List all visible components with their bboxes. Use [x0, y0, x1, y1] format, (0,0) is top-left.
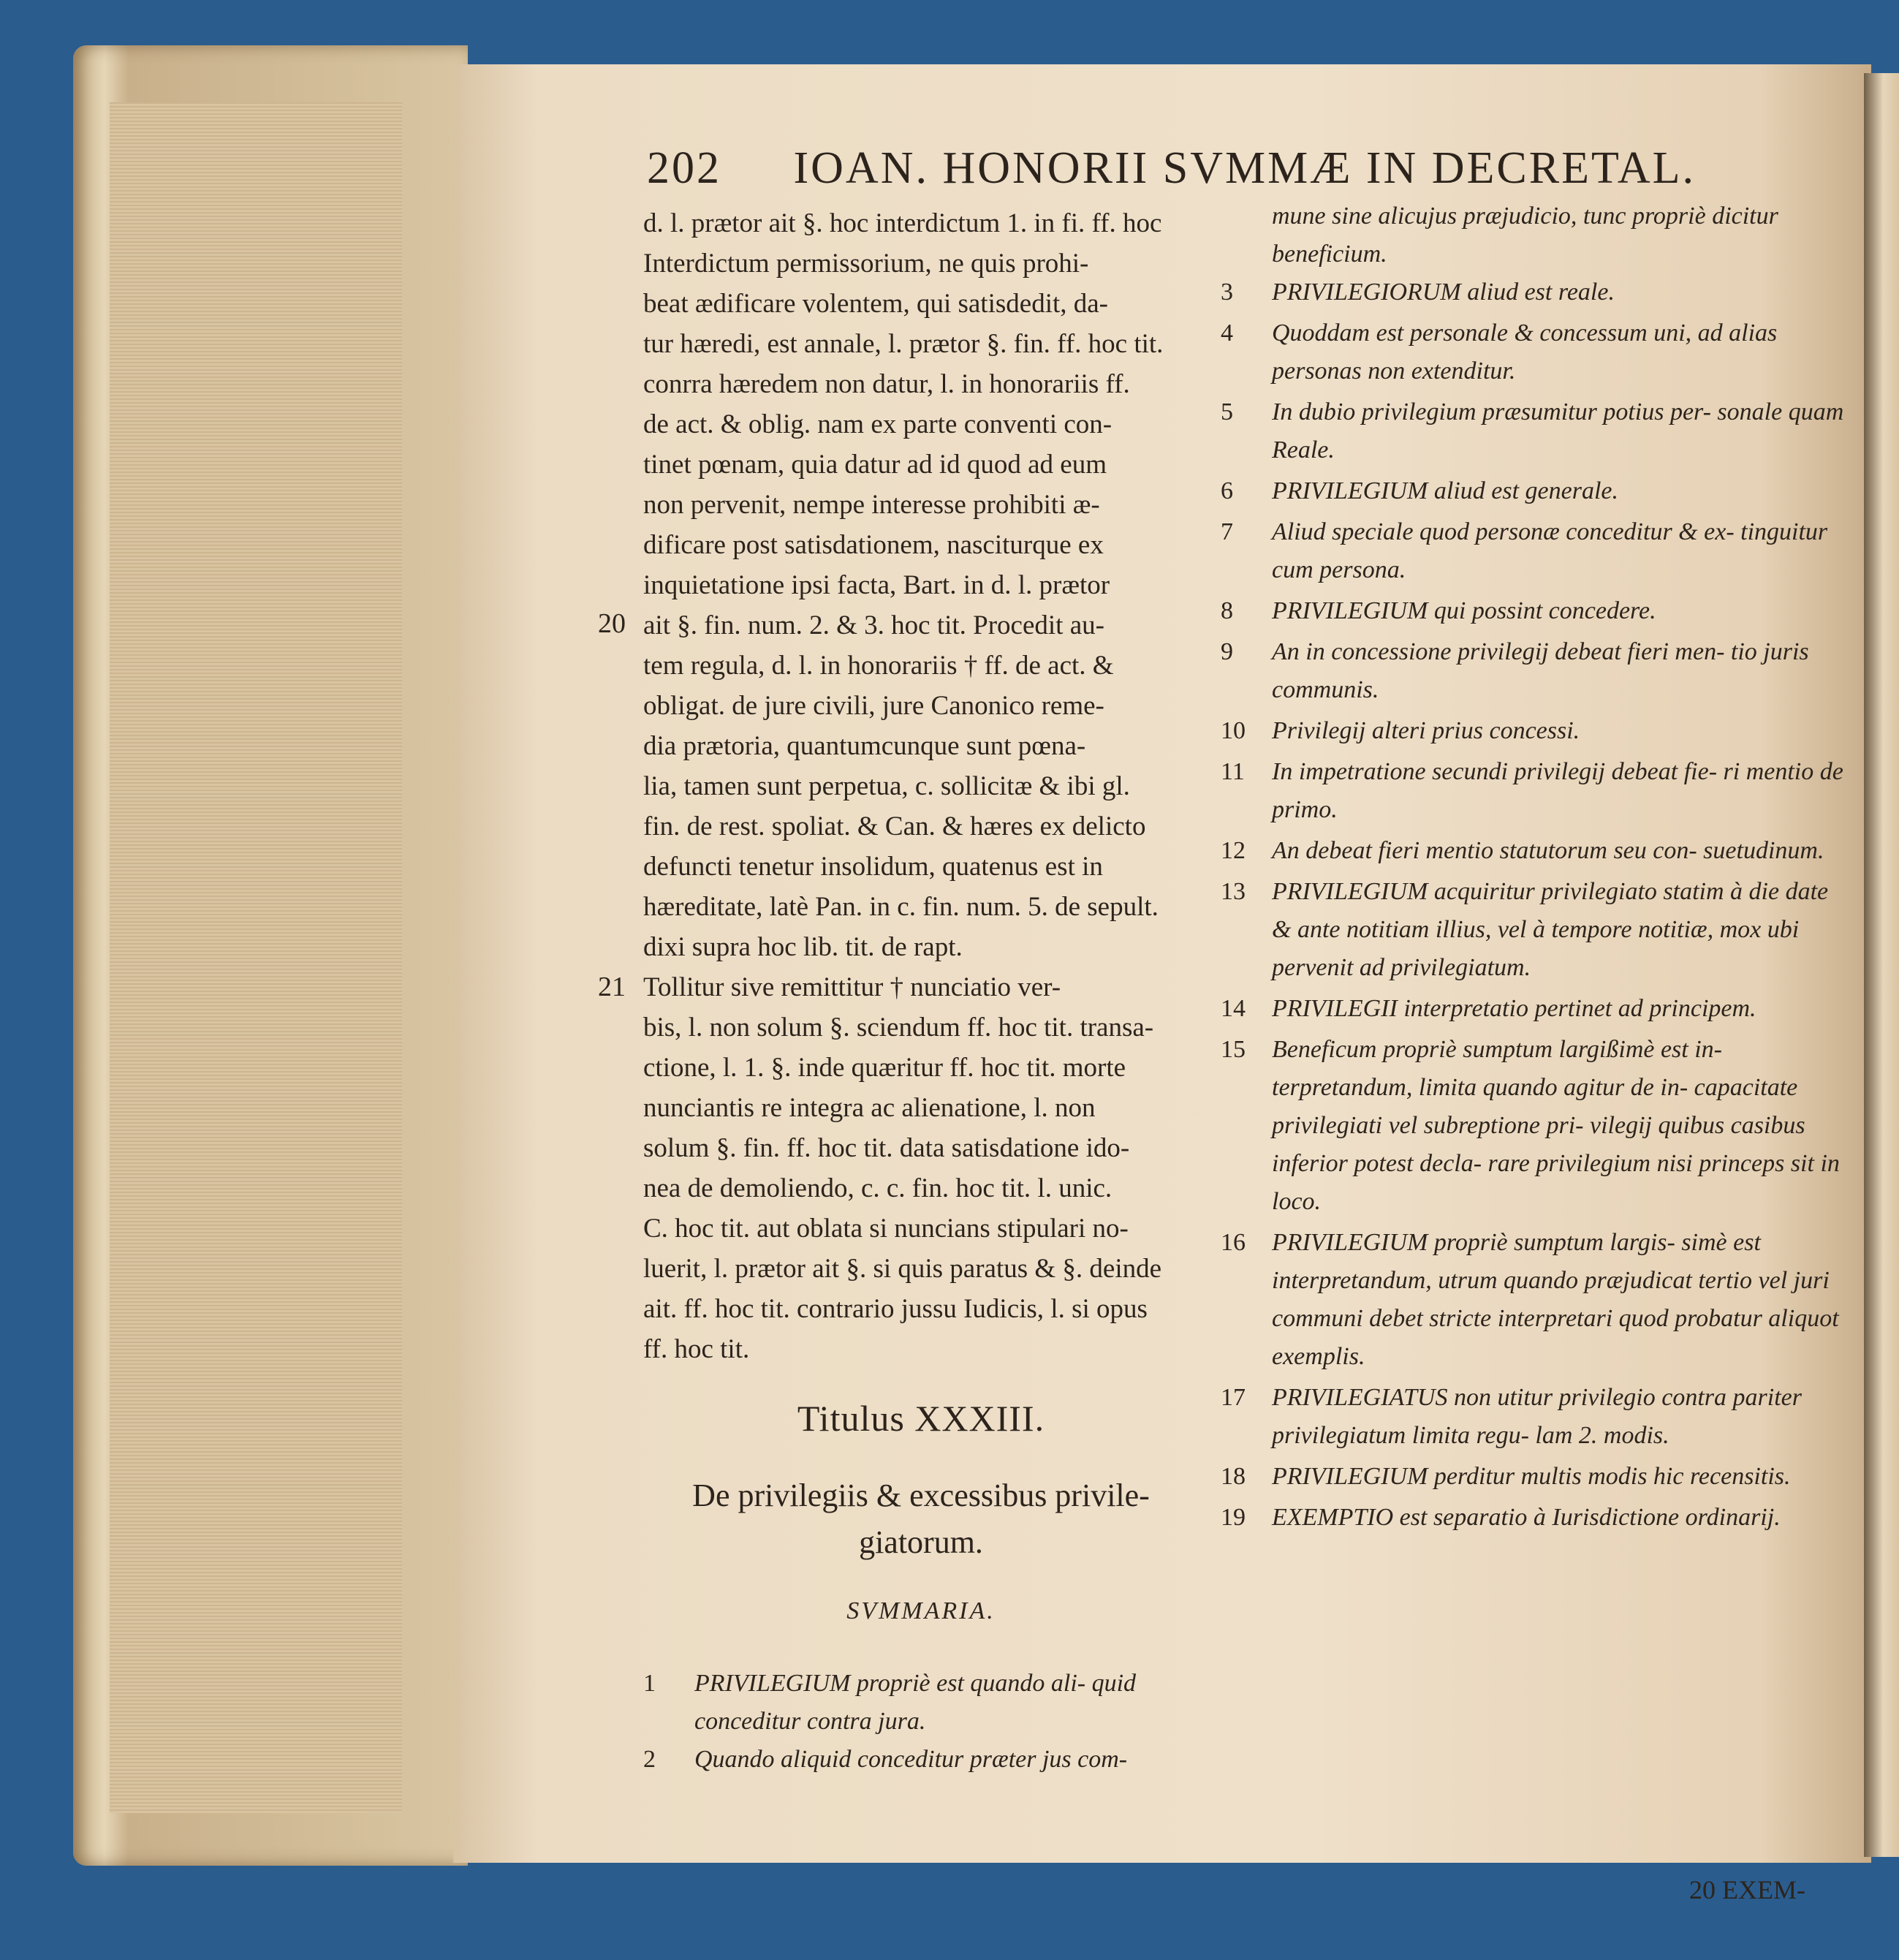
text-line: ait. ff. hoc tit. contrario jussu Iudicis, l. si opus: [643, 1294, 1148, 1324]
summary-item-number: 15: [1221, 1036, 1246, 1063]
summary-item: [1221, 1499, 1849, 1537]
text-line: ff. hoc tit.: [643, 1334, 750, 1364]
summary-item-text: PRIVILEGIORUM aliud est reale.: [1272, 279, 1615, 306]
summary-item-text: An debeat fieri mentio statutorum seu con- suetudinum.: [1272, 837, 1824, 864]
summary-item-text: PRIVILEGII interpretatio pertinet ad principem.: [1272, 995, 1756, 1022]
summary-continuation: mune sine alicujus præjudicio, tunc propriè dicitur beneficium.: [1272, 203, 1778, 268]
summary-item: [1221, 753, 1849, 829]
subtitle-line-1: De privilegiis & excessibus privile-: [692, 1477, 1150, 1513]
summary-item: [1221, 1031, 1849, 1221]
summary-item-number: 10: [1221, 717, 1246, 744]
summary-item-text: PRIVILEGIATUS non utitur privilegio contra pariter privilegiatum limita regu- lam 2. modis.: [1272, 1384, 1802, 1449]
summary-item-text: EXEMPTIO est separatio à Iurisdictione ordinarij.: [1272, 1504, 1781, 1531]
summary-item-number: 4: [1221, 319, 1233, 347]
summary-item: [1221, 990, 1849, 1028]
summary-item: [1221, 513, 1849, 589]
summary-item-number: 7: [1221, 518, 1233, 545]
margin-number-21: 21: [598, 972, 626, 1002]
summary-item-number: 1: [643, 1670, 656, 1697]
text-line: inquietatione ipsi facta, Bart. in d. l. prætor: [643, 570, 1110, 600]
summary-item-text: PRIVILEGIUM perditur multis modis hic recensitis.: [1272, 1463, 1791, 1490]
text-line: fin. de rest. spoliat. & Can. & hæres ex delicto: [643, 811, 1146, 841]
text-line: dificare post satisdationem, nasciturque ex: [643, 530, 1104, 560]
summary-item-number: 13: [1221, 878, 1246, 905]
summary-item-text: In impetratione secundi privilegij debeat fie- ri mentio de primo.: [1272, 758, 1843, 823]
titulus-heading: Titulus XXXIII.: [797, 1398, 1045, 1439]
text-line: ait §. fin. num. 2. & 3. hoc tit. Procedit au-: [643, 610, 1104, 640]
summary-item-number: 12: [1221, 837, 1246, 864]
text-line: obligat. de jure civili, jure Canonico reme-: [643, 691, 1104, 721]
text-line: nunciantis re integra ac alienatione, l. non: [643, 1093, 1096, 1123]
text-line: Interdictum permissorium, ne quis prohi-: [643, 249, 1089, 279]
left-summary-list: [643, 1665, 1199, 1779]
text-line: tem regula, d. l. in honorariis † ff. de act. &: [643, 651, 1114, 681]
text-line: non pervenit, nempe interesse prohibiti æ-: [643, 490, 1100, 520]
summaria-heading: SVMMARIA.: [846, 1597, 996, 1624]
summary-item-text: Quoddam est personale & concessum uni, ad alias personas non extenditur.: [1272, 319, 1778, 385]
summary-item-number: 8: [1221, 597, 1233, 624]
title-block: [643, 1399, 1199, 1631]
summary-item-text: Beneficum propriè sumptum largißimè est in- terpretandum, limita quando agitur de in- capacitate privilegiati vel subreptione pri- vilegij quibus casibus inferior potest decla- rare privilegium nisi princeps sit in loco.: [1272, 1036, 1840, 1215]
summary-item: [1221, 633, 1849, 709]
text-line: d. l. prætor ait §. hoc interdictum 1. in fi. ff. hoc: [643, 208, 1162, 238]
book-gutter: [1864, 73, 1899, 1857]
summary-item-number: 11: [1221, 758, 1245, 785]
summary-item: [1221, 1379, 1849, 1455]
summary-item: [1221, 712, 1849, 750]
summary-item: [1221, 314, 1849, 390]
summary-item-text: PRIVILEGIUM propriè est quando ali- quid conceditur contra jura.: [694, 1670, 1137, 1735]
text-line: defuncti tenetur insolidum, quatenus est in: [643, 852, 1103, 882]
text-line: solum §. fin. ff. hoc tit. data satisdatione ido-: [643, 1133, 1130, 1163]
summary-item-text: PRIVILEGIUM aliud est generale.: [1272, 477, 1618, 504]
catchword: 20 EXEM-: [1689, 1875, 1805, 1904]
summary-item-text: Privilegij alteri prius concessi.: [1272, 717, 1580, 744]
left-column: [598, 203, 1199, 1779]
page-header: [647, 143, 1696, 194]
text-line: de act. & oblig. nam ex parte conventi con-: [643, 409, 1113, 439]
right-summary-list: [1221, 273, 1849, 1537]
text-line: dia prætoria, quantumcunque sunt pœna-: [643, 731, 1086, 761]
text-line: beat ædificare volentem, qui satisdedit, da-: [643, 289, 1108, 319]
text-line: nea de demoliendo, c. c. fin. hoc tit. l. unic.: [643, 1173, 1113, 1203]
margin-number-20: 20: [598, 608, 626, 639]
right-column: [1221, 197, 1849, 1904]
summary-item: [1221, 1224, 1849, 1376]
text-line: C. hoc tit. aut oblata si nuncians stipulari no-: [643, 1214, 1129, 1244]
summary-item-text: In dubio privilegium præsumitur potius per- sonale quam Reale.: [1272, 398, 1844, 463]
summary-item-text: Quando aliquid conceditur præter jus com-: [694, 1746, 1128, 1773]
summary-item-text: An in concessione privilegij debeat fieri men- tio juris communis.: [1272, 638, 1809, 703]
text-line: lia, tamen sunt perpetua, c. sollicitæ & ibi gl.: [643, 771, 1130, 801]
summary-item-number: 19: [1221, 1504, 1246, 1531]
summary-item-number: 14: [1221, 995, 1246, 1022]
summary-item: [1221, 273, 1849, 311]
summary-item: [1221, 1458, 1849, 1496]
page-stack-edge: [110, 102, 402, 1813]
summary-item-text: PRIVILEGIUM acquiritur privilegiato statim à die date & ante notitiam illius, vel à tempore notitiæ, mox ubi pervenit ad privilegiatum.: [1272, 878, 1829, 981]
summary-item-number: 6: [1221, 477, 1233, 504]
text-line: hæreditate, latè Pan. in c. fin. num. 5. de sepult.: [643, 892, 1159, 922]
summary-item: [1221, 592, 1849, 630]
summary-item: [1221, 472, 1849, 510]
text-line: bis, l. non solum §. sciendum ff. hoc tit. transa-: [643, 1013, 1154, 1043]
summary-item-number: 9: [1221, 638, 1233, 665]
summary-item-text: PRIVILEGIUM propriè sumptum largis- simè est interpretandum, utrum quando præjudicat tertio vel juri communi debet stricte interpretari quod probatur aliquot exemplis.: [1272, 1229, 1839, 1370]
summary-item-number: 18: [1221, 1463, 1246, 1490]
text-line: dixi supra hoc lib. tit. de rapt.: [643, 932, 963, 962]
running-title: IOAN. HONORII SVMMÆ IN DECRETAL.: [793, 143, 1697, 193]
summary-item-text: PRIVILEGIUM qui possint concedere.: [1272, 597, 1656, 624]
page-number: 202: [647, 143, 721, 193]
summary-item: [643, 1741, 1199, 1779]
text-line: ctione, l. 1. §. inde quæritur ff. hoc tit. morte: [643, 1053, 1126, 1083]
subtitle-line-2: giatorum.: [859, 1524, 983, 1560]
summary-item-number: 5: [1221, 398, 1233, 425]
summary-item-number: 17: [1221, 1384, 1246, 1411]
text-line: luerit, l. prætor ait §. si quis paratus & §. deinde: [643, 1254, 1162, 1284]
summary-item-number: 2: [643, 1746, 656, 1773]
summary-item-number: 16: [1221, 1229, 1246, 1256]
summary-item: [1221, 832, 1849, 870]
summary-item: [1221, 393, 1849, 469]
summary-item-text: Aliud speciale quod personæ conceditur & ex- tinguitur cum persona.: [1272, 518, 1828, 583]
text-line: conrra hæredem non datur, l. in honorariis ff.: [643, 369, 1130, 399]
summary-item: [643, 1665, 1199, 1741]
summary-item-number: 3: [1221, 279, 1233, 306]
summary-item: [1221, 873, 1849, 987]
text-line: tinet pœnam, quia datur ad id quod ad eum: [643, 450, 1107, 480]
text-line: tur hæredi, est annale, l. prætor §. fin. ff. hoc tit.: [643, 329, 1164, 359]
left-text-block: [643, 203, 1199, 1369]
text-line: Tollitur sive remittitur † nunciatio ver-: [643, 972, 1061, 1002]
